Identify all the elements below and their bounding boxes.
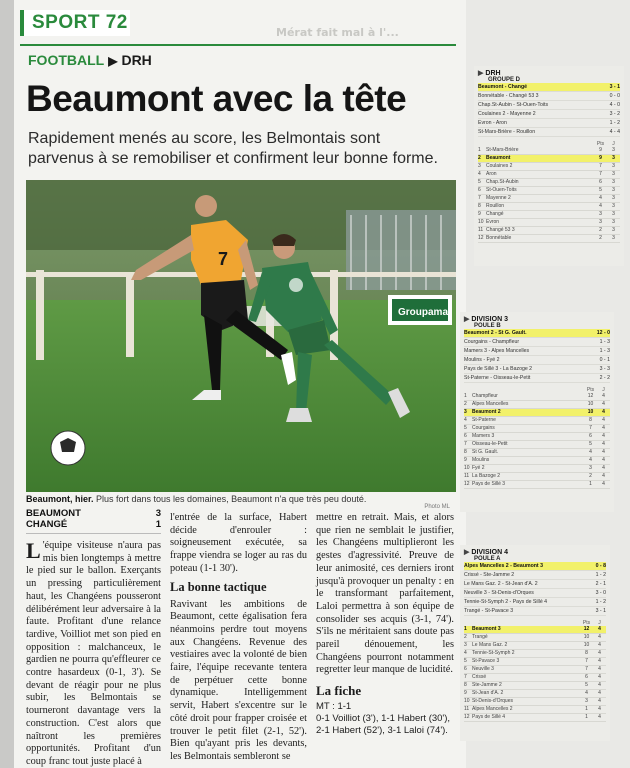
match-score: 0 - 1 <box>599 357 610 363</box>
photo-caption <box>26 494 456 510</box>
standings-points: 5 <box>599 187 602 193</box>
match-teams: Chap.St-Aubin - St-Ouen-Toits <box>478 102 549 108</box>
card-group: GROUPE D <box>488 77 521 83</box>
standings-played: 4 <box>598 626 601 632</box>
standings-row <box>478 155 620 163</box>
standings-pos: 7 <box>478 195 481 201</box>
standings-team: Ste-Jamme 2 <box>472 682 502 688</box>
standings-played: 4 <box>598 650 601 656</box>
standings-pos: 6 <box>478 187 481 193</box>
standings-team: Trangé <box>472 634 488 640</box>
standings-pos: 10 <box>478 219 484 225</box>
triangle-icon: ▶ <box>464 549 470 556</box>
standings-points: 10 <box>583 642 590 648</box>
match-row <box>464 329 610 338</box>
match-teams: Neuville 3 - St-Denis-d'Orques <box>464 590 534 596</box>
standings-row <box>464 674 606 682</box>
card-group: POULE A <box>474 556 501 562</box>
standings-played: 4 <box>602 393 605 399</box>
col-pts: Pts <box>582 620 591 626</box>
standings-points: 2 <box>589 473 592 479</box>
standings-team: Pays de Sillé 3 <box>472 481 506 487</box>
match-teams: Evron - Aron <box>478 120 507 126</box>
standings-points: 3 <box>599 219 602 225</box>
standings-played: 3 <box>612 219 615 225</box>
standings-row <box>478 227 620 235</box>
standings-row <box>464 473 610 481</box>
match-row <box>478 128 620 137</box>
standings-pos: 5 <box>464 425 467 431</box>
standings-points: 7 <box>599 171 602 177</box>
score-row <box>26 508 161 519</box>
standings-team: Bonnétable <box>486 235 512 241</box>
standings-team: Beaumont <box>486 155 511 161</box>
match-row <box>478 101 620 110</box>
standings-team: La Bazoge 2 <box>472 473 501 479</box>
match-teams: St-Mars-Brière - Rouillon <box>478 129 536 135</box>
standings-row <box>464 393 610 401</box>
standings-points: 1 <box>589 481 592 487</box>
standings-row <box>464 690 606 698</box>
match-teams: Coulaines 2 - Mayenne 2 <box>478 111 536 117</box>
fiche-goals: 2-1 Habert (52'), 3-1 Laloi (74'). <box>316 725 448 737</box>
standings-points: 4 <box>589 449 592 455</box>
card-title-text: DIVISION 3 <box>471 316 508 323</box>
match-score: 1 - 3 <box>599 339 610 345</box>
match-teams: Moulins - Fyé 2 <box>464 357 500 363</box>
match-row <box>464 598 606 607</box>
standings-pos: 6 <box>464 666 467 672</box>
standings-points: 2 <box>599 227 602 233</box>
match-score: 2 - 1 <box>595 581 606 587</box>
standings-played: 4 <box>602 401 605 407</box>
match-score: 1 - 2 <box>595 599 606 605</box>
standings-pos: 9 <box>464 457 467 463</box>
standings-played: 3 <box>612 179 615 185</box>
standings-team: Aron <box>486 171 497 177</box>
standings-played: 4 <box>602 425 605 431</box>
article-headline: Beaumont avec la tête <box>26 78 407 119</box>
standings-team: St-Paterne <box>472 417 496 423</box>
standings-row <box>464 642 606 650</box>
score-team: CHANGÉ <box>26 519 68 530</box>
standings-played: 4 <box>598 682 601 688</box>
standings-played: 4 <box>602 457 605 463</box>
standings-pos: 3 <box>464 642 467 648</box>
article-kicker <box>28 52 152 68</box>
standings-points: 9 <box>599 147 602 153</box>
match-score: 0 - 0 <box>609 93 620 99</box>
standings-team: Alpes Mancelles 2 <box>472 706 513 712</box>
standings-played: 4 <box>602 433 605 439</box>
standings-row <box>464 626 606 634</box>
match-row <box>478 119 620 128</box>
match-score: 0 - 8 <box>595 563 606 569</box>
match-photo-illustration <box>26 180 456 492</box>
standings-team: St G. Gault. <box>472 449 499 455</box>
paragraph-1 <box>26 540 161 768</box>
standings-row <box>464 441 610 449</box>
standings-pos: 1 <box>464 393 467 399</box>
standings-row <box>464 634 606 642</box>
match-row <box>478 83 620 92</box>
standings-pos: 3 <box>464 409 467 415</box>
results-card-division-4 <box>460 545 610 741</box>
article-standfirst: Rapidement menés au score, les Belmontais sont parvenus à se remobiliser et confirment leur bonne forme. <box>28 130 438 167</box>
match-teams: St-Paterne - Oisseau-le-Petit <box>464 375 531 381</box>
standings-team: Alpes Mancelles <box>472 401 509 407</box>
score-goals: 3 <box>155 508 161 519</box>
caption-lead: Beaumont, hier. <box>26 494 94 504</box>
standings-pos: 6 <box>464 433 467 439</box>
standings-row <box>464 481 610 489</box>
standings-row <box>464 409 610 417</box>
kicker-sub: DRH <box>121 52 152 68</box>
match-teams: Mamers 3 - Alpes Mancelles <box>464 348 530 354</box>
standings-points: 12 <box>587 393 594 399</box>
match-photo <box>26 180 456 492</box>
match-score: 3 - 2 <box>609 111 620 117</box>
standings-points: 1 <box>585 714 588 720</box>
standings-pos: 9 <box>478 211 481 217</box>
standings-team: St-Jean d'A. 2 <box>472 690 504 696</box>
standings-row <box>478 219 620 227</box>
standings-team: Rouillon <box>486 203 505 209</box>
standings-row <box>464 682 606 690</box>
standings-played: 4 <box>602 417 605 423</box>
standings-pos: 11 <box>478 227 484 233</box>
standings-pos: 1 <box>478 147 481 153</box>
standings-row <box>464 714 606 722</box>
standings-team: Courgains <box>472 425 495 431</box>
standings-team: Beaumont 2 <box>472 409 501 415</box>
match-score: 3 - 1 <box>609 84 620 90</box>
match-row <box>464 571 606 580</box>
standings-row <box>464 650 606 658</box>
standings-pos: 8 <box>464 449 467 455</box>
match-teams: Bonnétable - Changé 53 3 <box>478 93 539 99</box>
standings-pos: 7 <box>464 441 467 447</box>
paragraph-1-continued: l'entrée de la surface, Habert décide d'enrouler : soigneusement exécutée, sa frappe viendra se loger au ras du poteau (1-1 30'). <box>170 512 307 574</box>
standings-row <box>464 666 606 674</box>
standings-played: 3 <box>612 171 615 177</box>
standings-pos: 3 <box>478 163 481 169</box>
photo-credit: Photo ML <box>424 504 450 510</box>
standings-pos: 4 <box>464 417 467 423</box>
match-score: 1 - 3 <box>599 348 610 354</box>
standings-team: St-Ouen-Toits <box>486 187 517 193</box>
standings-pos: 12 <box>464 481 470 487</box>
svg-text:Groupama: Groupama <box>398 307 449 318</box>
fiche-title: La fiche <box>316 683 362 699</box>
card-title <box>464 548 606 556</box>
standings-row <box>478 235 620 243</box>
standings-played: 3 <box>612 227 615 233</box>
standings-team: Changé 53 3 <box>486 227 515 233</box>
standings-pos: 4 <box>464 650 467 656</box>
standings-team: Evron <box>486 219 500 225</box>
standings-row <box>478 171 620 179</box>
kicker-arrow-icon: ▶ <box>108 54 118 68</box>
standings-points: 10 <box>587 401 594 407</box>
col-pts: Pts <box>586 387 595 393</box>
match-teams: Trangé - St-Pavace 3 <box>464 608 514 614</box>
standings-row <box>478 203 620 211</box>
score-row <box>26 519 161 530</box>
standings-team: St-Pavace 3 <box>472 658 500 664</box>
fiche-goals: 0-1 Voilliot (3'), 1-1 Habert (30'), <box>316 713 451 725</box>
card-title <box>478 69 620 77</box>
score-goals: 1 <box>155 519 161 530</box>
match-teams: Alpes Mancelles 2 - Beaumont 3 <box>464 563 543 569</box>
match-row <box>464 356 610 365</box>
standings-pos: 5 <box>478 179 481 185</box>
standings-pos: 2 <box>464 634 467 640</box>
standings-played: 4 <box>602 449 605 455</box>
card-title-text: DRH <box>485 70 501 77</box>
standings-team: Chap.St-Aubin <box>486 179 519 185</box>
standings-team: Beaumont 3 <box>472 626 501 632</box>
match-score: 1 - 2 <box>595 572 606 578</box>
match-score: 3 - 3 <box>599 366 610 372</box>
fiche-halftime: MT : 1-1 <box>316 701 352 713</box>
standings-row <box>464 706 606 714</box>
standings-points: 4 <box>585 690 588 696</box>
standings-team: Champfleur <box>472 393 498 399</box>
match-score: 2 - 2 <box>599 375 610 381</box>
standings-played: 4 <box>598 690 601 696</box>
standings-played: 3 <box>612 187 615 193</box>
match-score: 4 - 0 <box>609 102 620 108</box>
standings-pos: 4 <box>478 171 481 177</box>
standings-points: 6 <box>589 433 592 439</box>
article-column-3 <box>316 512 454 737</box>
match-score: 1 - 2 <box>609 120 620 126</box>
match-teams: Crissé - Ste-Jamme 2 <box>464 572 515 578</box>
standings-pos: 8 <box>478 203 481 209</box>
col-pts: Pts <box>596 141 605 147</box>
standings-points: 2 <box>599 235 602 241</box>
standings-row <box>464 658 606 666</box>
paragraph-2: Ravivant les ambitions de Beaumont, cette égalisation fera néanmoins perdre tout moyens aux Changéens. Revenue des vestiaires avec la volonté de bien faire, l'équipe recevante tentera de perpétuer cette bonne dynamique. Intelligemment servit, Habert s'excentre sur le côté droit pour frapper croisée et trouver le petit filet (2-1, 52'). Bien qu'ayant pris les devants, les Belmontais sembleront se <box>170 598 307 762</box>
paragraph-2-continued: mettre en retrait. Mais, et alors que rien ne semblait le justifier, les Changéens multiplieront les gestes d'agressivité. Preuve de leur animosité, ces derniers iront jusqu'à provoquer un penalty : en le transformant parfaitement, Laloi permettra à son équipe de consolider ses acquis (3-1, 74'). S'ils ne méritaient sans doute pas pareil dénouement, les Changéens pourront notamment regretter leur manque de lucidité. <box>316 512 454 676</box>
standings-played: 4 <box>602 473 605 479</box>
standings-points: 4 <box>599 203 602 209</box>
standings-row <box>478 179 620 187</box>
standings-played: 4 <box>598 706 601 712</box>
standings-played: 4 <box>598 666 601 672</box>
section-rule <box>20 44 456 46</box>
standings-row <box>478 195 620 203</box>
match-row <box>464 580 606 589</box>
standings-played: 3 <box>612 203 615 209</box>
col-played: J <box>612 141 615 147</box>
standings-played: 4 <box>598 658 601 664</box>
match-teams: Pays de Sillé 3 - La Bazoge 2 <box>464 366 533 372</box>
standings-row <box>464 465 610 473</box>
section-title: SPORT 72 <box>32 12 128 33</box>
standings-points: 7 <box>599 163 602 169</box>
standings-team: Le Mans Gaz. 2 <box>472 642 508 648</box>
standings-team: Crissé <box>472 674 487 680</box>
standings-played: 4 <box>598 634 601 640</box>
match-teams: Courgains - Champfleur <box>464 339 520 345</box>
standings-team: Coulaines 2 <box>486 163 513 169</box>
col-played: J <box>602 387 605 393</box>
match-teams: Beaumont - Changé <box>478 84 527 90</box>
ghost-headline: Mérat fait mal à l'... <box>276 26 399 39</box>
standings-team: Pays de Sillé 4 <box>472 714 506 720</box>
standings-played: 4 <box>602 441 605 447</box>
match-row <box>478 110 620 119</box>
standings-points: 8 <box>589 417 592 423</box>
match-row <box>464 347 610 356</box>
match-row <box>464 374 610 383</box>
standings-team: Neuville 3 <box>472 666 494 672</box>
match-score: 12 - 0 <box>596 330 610 336</box>
standings-points: 1 <box>585 706 588 712</box>
match-row <box>464 562 606 571</box>
match-score: 3 - 1 <box>595 608 606 614</box>
standings-pos: 11 <box>464 706 470 712</box>
card-title <box>464 315 610 323</box>
standings-pos: 2 <box>464 401 467 407</box>
standings-played: 4 <box>598 698 601 704</box>
standings-team: Oisseau-le-Petit <box>472 441 508 447</box>
standings-pos: 1 <box>464 626 467 632</box>
standings-played: 4 <box>602 465 605 471</box>
standings-row <box>464 698 606 706</box>
svg-text:7: 7 <box>218 249 229 269</box>
standings-team: Mayenne 2 <box>486 195 511 201</box>
results-card-drh <box>474 66 624 266</box>
standings-row <box>478 147 620 155</box>
standings-pos: 9 <box>464 690 467 696</box>
standings-points: 6 <box>599 179 602 185</box>
kicker-section: FOOTBALL <box>28 52 105 68</box>
standings-row <box>478 187 620 195</box>
card-group: POULE B <box>474 323 501 329</box>
caption-text: Plus fort dans tous les domaines, Beaumont n'a que très peu douté. <box>93 494 367 504</box>
article-subhead: La bonne tactique <box>170 579 267 594</box>
match-teams: Tennie-St-Symph 2 - Pays de Sillé 4 <box>464 599 548 605</box>
col-played: J <box>598 620 601 626</box>
standings-points: 12 <box>583 626 590 632</box>
standings-played: 3 <box>612 235 615 241</box>
article-column-1 <box>26 508 161 768</box>
standings-team: St-Denis-d'Orques <box>472 698 513 704</box>
standings-points: 4 <box>599 195 602 201</box>
card-title-text: DIVISION 4 <box>471 549 508 556</box>
standings-pos: 2 <box>478 155 481 161</box>
standings-played: 4 <box>602 409 605 415</box>
standings-points: 5 <box>585 682 588 688</box>
standings-points: 5 <box>589 441 592 447</box>
standings-team: Tennie-St-Symph 2 <box>472 650 515 656</box>
standings-row <box>464 417 610 425</box>
standings-points: 3 <box>589 465 592 471</box>
standings-played: 3 <box>612 195 615 201</box>
standings-team: Mamers 3 <box>472 433 495 439</box>
standings-row <box>464 401 610 409</box>
standings-points: 4 <box>589 457 592 463</box>
results-card-division-3 <box>460 312 614 512</box>
standings-points: 10 <box>583 634 590 640</box>
standings-played: 4 <box>602 481 605 487</box>
standings-row <box>464 433 610 441</box>
standings-played: 3 <box>612 163 615 169</box>
triangle-icon: ▶ <box>478 70 484 77</box>
standings-played: 4 <box>598 714 601 720</box>
standings-row <box>464 425 610 433</box>
match-row <box>478 92 620 101</box>
standings-pos: 8 <box>464 682 467 688</box>
match-row <box>464 589 606 598</box>
standings-pos: 7 <box>464 674 467 680</box>
standings-points: 3 <box>599 211 602 217</box>
standings-points: 7 <box>589 425 592 431</box>
match-teams: Beaumont 2 - St G. Gault. <box>464 330 527 336</box>
article-column-2 <box>170 512 307 764</box>
standings-pos: 11 <box>464 473 470 479</box>
standings-points: 3 <box>585 698 588 704</box>
standings-played: 4 <box>598 674 601 680</box>
standings-team: Fyé 2 <box>472 465 485 471</box>
standings-played: 3 <box>612 155 615 161</box>
standings-team: Moulins <box>472 457 490 463</box>
standings-row <box>478 163 620 171</box>
standings-row <box>464 457 610 465</box>
standings-points: 8 <box>585 650 588 656</box>
triangle-icon: ▶ <box>464 316 470 323</box>
match-teams: Le Mans Gaz. 2 - St-Jean d'A. 2 <box>464 581 538 587</box>
standings-pos: 5 <box>464 658 467 664</box>
standings-played: 4 <box>598 642 601 648</box>
standings-played: 3 <box>612 147 615 153</box>
standings-pos: 12 <box>464 714 470 720</box>
standings-team: Changé <box>486 211 504 217</box>
standings-team: St-Mars-Brière <box>486 147 519 153</box>
score-box <box>26 508 161 534</box>
standings-pos: 10 <box>464 698 470 704</box>
standings-points: 6 <box>585 674 588 680</box>
standings-points: 9 <box>599 155 602 161</box>
drop-cap: L <box>26 538 41 563</box>
match-score: 3 - 0 <box>595 590 606 596</box>
match-row <box>464 338 610 347</box>
standings-row <box>478 211 620 219</box>
standings-pos: 12 <box>478 235 484 241</box>
standings-row <box>464 449 610 457</box>
section-banner <box>20 10 130 36</box>
standings-pos: 10 <box>464 465 470 471</box>
standings-played: 3 <box>612 211 615 217</box>
standings-points: 7 <box>585 666 588 672</box>
match-row <box>464 365 610 374</box>
standings-points: 10 <box>587 409 594 415</box>
match-row <box>464 607 606 616</box>
standings-points: 7 <box>585 658 588 664</box>
match-score: 4 - 4 <box>609 129 620 135</box>
score-team: BEAUMONT <box>26 508 81 519</box>
paragraph-1-text: 'équipe visiteuse n'aura pas mis bien longtemps à mettre le pied sur le ballon. Exerçants un pressing particulièrement haut, les Changéens pousseront délibérément leur adversaire à la faute. Profitant d'une relance tardive, Voilliot met son pied en opposition : malchanceux, le gardien ne pourra qu'effleurer ce contre hasardeux (0-1, 3'). Se devant de réagir pour ne plus subir, les Belmontais se tourneront davantage vers la construction. C'est alors que naîtront les premières opportunités. Profitant d'un coup franc tout juste placé à <box>26 540 161 767</box>
